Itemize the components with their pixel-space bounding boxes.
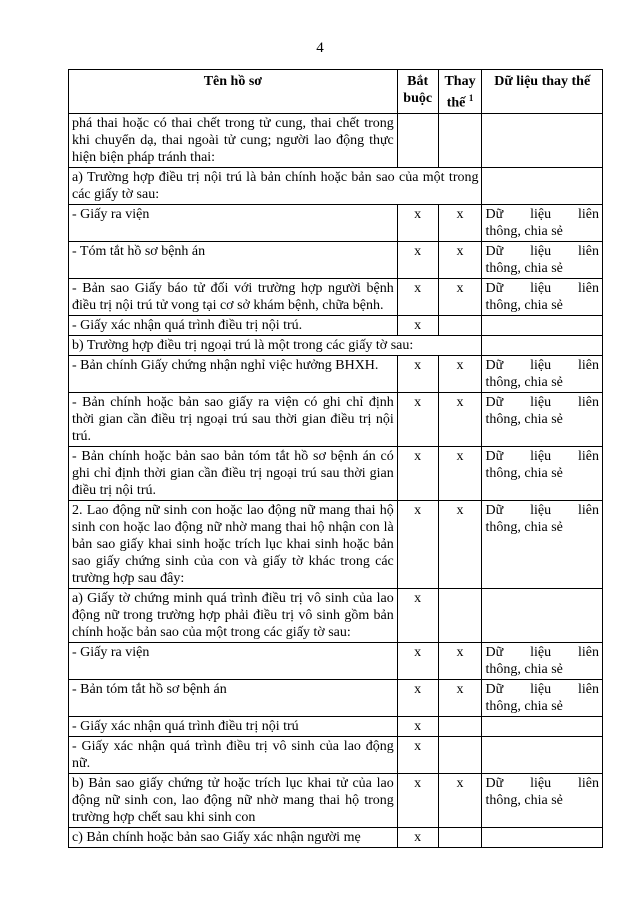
- row-alt-data: [482, 446, 603, 500]
- row-alt-data: [482, 204, 603, 241]
- header-substitute-label: Thay thế: [444, 74, 476, 111]
- row-substitute-mark: x: [438, 241, 482, 278]
- header-alt-data: Dữ liệu thay thế: [482, 70, 603, 114]
- alt-data-line1: Dữ liệu liên: [485, 775, 599, 791]
- alt-data-line2: thông, chia sẻ: [485, 297, 563, 313]
- alt-data-line1: Dữ liệu liên: [485, 357, 599, 373]
- table-row: [69, 716, 603, 736]
- row-document-name: - Giấy xác nhận quá trình điều trị nội trú: [69, 716, 398, 736]
- row-document-name: a) Giấy tờ chứng minh quá trình điều trị vô sinh của lao động nữ trong trường hợp phải điều trị vô sinh gồm bản chính hoặc bản sao của một trong các giấy tờ sau:: [69, 588, 398, 642]
- row-required-mark: x: [397, 392, 438, 446]
- table-row: [69, 446, 603, 500]
- alt-data-line1: Dữ liệu liên: [485, 206, 599, 222]
- row-required-mark: x: [397, 241, 438, 278]
- row-required-mark: x: [397, 827, 438, 847]
- alt-data-line1: Dữ liệu liên: [485, 644, 599, 660]
- row-alt-data: [482, 315, 603, 335]
- row-document-name: - Tóm tắt hồ sơ bệnh án: [69, 241, 398, 278]
- table-row: [69, 113, 603, 167]
- row-document-name: - Giấy ra viện: [69, 204, 398, 241]
- row-alt-data: [482, 642, 603, 679]
- table-row: [69, 278, 603, 315]
- table-row: [69, 500, 603, 588]
- alt-data-line2: thông, chia sẻ: [485, 519, 563, 535]
- row-substitute-mark: [438, 588, 482, 642]
- row-substitute-mark: x: [438, 642, 482, 679]
- row-alt-data: [482, 241, 603, 278]
- row-document-name: 2. Lao động nữ sinh con hoặc lao động nữ mang thai hộ sinh con hoặc lao động nữ nhờ mang thai hộ nhận con là bản sao giấy khai sinh hoặc trích lục khai sinh hoặc bản sao giấy chứng sinh của con và giấy tờ khác trong các trường hợp sau đây:: [69, 500, 398, 588]
- row-document-name: - Bản chính hoặc bản sao giấy ra viện có ghi chỉ định thời gian cần điều trị ngoại trú sau thời gian điều trị nội trú.: [69, 392, 398, 446]
- table-row: [69, 588, 603, 642]
- row-section-heading: b) Trường hợp điều trị ngoại trú là một trong các giấy tờ sau:: [69, 335, 482, 355]
- page-number: 4: [316, 40, 324, 56]
- row-alt-data: [482, 736, 603, 773]
- table-row: [69, 204, 603, 241]
- row-document-name: - Bản chính Giấy chứng nhận nghỉ việc hưởng BHXH.: [69, 355, 398, 392]
- row-substitute-mark: [438, 113, 482, 167]
- alt-data-line2: thông, chia sẻ: [485, 223, 563, 239]
- alt-data-line1: Dữ liệu liên: [485, 448, 599, 464]
- row-substitute-mark: x: [438, 278, 482, 315]
- table-row: [69, 335, 603, 355]
- row-substitute-mark: x: [438, 446, 482, 500]
- table-row: [69, 241, 603, 278]
- row-alt-data: [482, 113, 603, 167]
- row-alt-data: [482, 355, 603, 392]
- alt-data-line2: thông, chia sẻ: [485, 465, 563, 481]
- alt-data-line2: thông, chia sẻ: [485, 260, 563, 276]
- row-document-name: phá thai hoặc có thai chết trong tử cung, thai chết trong khi chuyển dạ, thai ngoài tử cung; người lao động thực hiện biện pháp tránh thai:: [69, 113, 398, 167]
- row-substitute-mark: [438, 315, 482, 335]
- alt-data-line1: Dữ liệu liên: [485, 280, 599, 296]
- row-required-mark: x: [397, 204, 438, 241]
- row-required-mark: x: [397, 278, 438, 315]
- table-row: [69, 773, 603, 827]
- row-document-name: - Giấy xác nhận quá trình điều trị nội trú.: [69, 315, 398, 335]
- table-row: [69, 392, 603, 446]
- row-required-mark: x: [397, 500, 438, 588]
- table-row: [69, 315, 603, 335]
- row-substitute-mark: [438, 716, 482, 736]
- alt-data-line1: Dữ liệu liên: [485, 681, 599, 697]
- row-substitute-mark: x: [438, 392, 482, 446]
- header-name: Tên hồ sơ: [69, 70, 398, 114]
- table-row: [69, 736, 603, 773]
- row-document-name: - Bản chính hoặc bản sao bản tóm tắt hồ sơ bệnh án có ghi chỉ định thời gian cần điều trị ngoại trú sau thời gian điều trị nội trú.: [69, 446, 398, 500]
- row-substitute-mark: x: [438, 773, 482, 827]
- table-row: [69, 642, 603, 679]
- footnote-marker: 1: [468, 93, 474, 103]
- alt-data-line1: Dữ liệu liên: [485, 394, 599, 410]
- row-alt-data: [482, 827, 603, 847]
- row-alt-data: [482, 278, 603, 315]
- row-required-mark: x: [397, 588, 438, 642]
- row-required-mark: x: [397, 679, 438, 716]
- row-required-mark: x: [397, 736, 438, 773]
- alt-data-line2: thông, chia sẻ: [485, 661, 563, 677]
- header-required: Bắt buộc: [397, 70, 438, 114]
- row-required-mark: x: [397, 773, 438, 827]
- alt-data-line2: thông, chia sẻ: [485, 698, 563, 714]
- row-required-mark: x: [397, 716, 438, 736]
- header-substitute: [438, 70, 482, 114]
- row-alt-data: [482, 588, 603, 642]
- row-substitute-mark: [438, 827, 482, 847]
- table-row: [69, 827, 603, 847]
- row-substitute-mark: x: [438, 679, 482, 716]
- row-alt-data: [482, 335, 603, 355]
- row-document-name: - Bản sao Giấy báo tử đối với trường hợp người bệnh điều trị nội trú tử vong tại cơ sở khám bệnh, chữa bệnh.: [69, 278, 398, 315]
- table-header-row: [69, 70, 603, 114]
- alt-data-line2: thông, chia sẻ: [485, 374, 563, 390]
- row-document-name: - Giấy ra viện: [69, 642, 398, 679]
- document-table: [68, 69, 603, 848]
- row-section-heading: a) Trường hợp điều trị nội trú là bản chính hoặc bản sao của một trong các giấy tờ sau:: [69, 167, 482, 204]
- row-alt-data: [482, 773, 603, 827]
- row-required-mark: [397, 113, 438, 167]
- alt-data-line2: thông, chia sẻ: [485, 792, 563, 808]
- row-substitute-mark: x: [438, 204, 482, 241]
- row-alt-data: [482, 167, 603, 204]
- row-document-name: c) Bản chính hoặc bản sao Giấy xác nhận người mẹ: [69, 827, 398, 847]
- row-required-mark: x: [397, 446, 438, 500]
- row-document-name: b) Bản sao giấy chứng tử hoặc trích lục khai tử của lao động nữ sinh con, lao động nữ nhờ mang thai hộ trong trường hợp chết sau khi sinh con: [69, 773, 398, 827]
- table-row: [69, 679, 603, 716]
- row-alt-data: [482, 392, 603, 446]
- row-alt-data: [482, 679, 603, 716]
- row-document-name: - Bản tóm tắt hồ sơ bệnh án: [69, 679, 398, 716]
- row-alt-data: [482, 500, 603, 588]
- row-required-mark: x: [397, 315, 438, 335]
- table-row: [69, 355, 603, 392]
- row-substitute-mark: x: [438, 355, 482, 392]
- row-required-mark: x: [397, 642, 438, 679]
- row-document-name: - Giấy xác nhận quá trình điều trị vô sinh của lao động nữ.: [69, 736, 398, 773]
- alt-data-line1: Dữ liệu liên: [485, 502, 599, 518]
- alt-data-line2: thông, chia sẻ: [485, 411, 563, 427]
- row-substitute-mark: [438, 736, 482, 773]
- row-required-mark: x: [397, 355, 438, 392]
- alt-data-line1: Dữ liệu liên: [485, 243, 599, 259]
- row-alt-data: [482, 716, 603, 736]
- table-row: [69, 167, 603, 204]
- row-substitute-mark: x: [438, 500, 482, 588]
